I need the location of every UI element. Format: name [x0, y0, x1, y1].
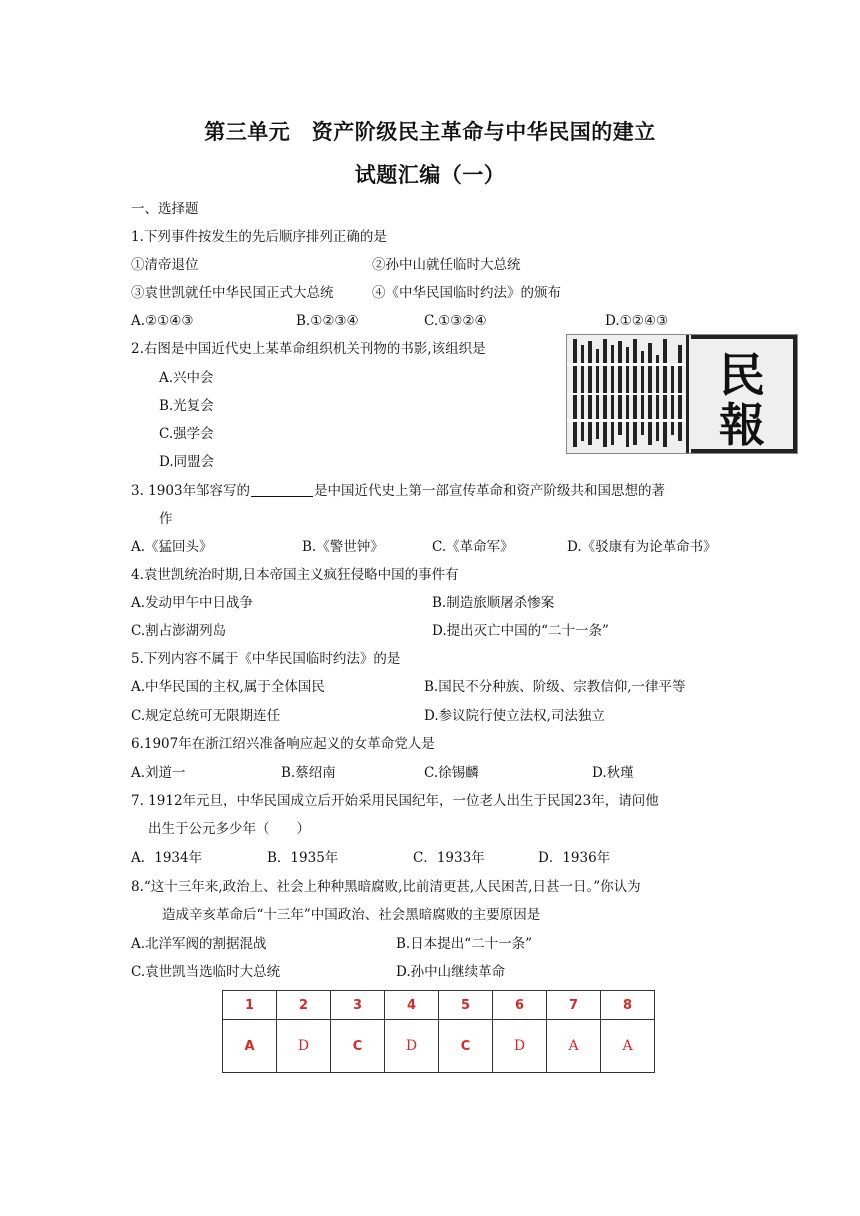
- question-2-option-c: C.强学会: [159, 426, 214, 442]
- question-3-stem-end: 是中国近代史上第一部宣传革命和资产阶级共和国思想的著: [314, 483, 666, 499]
- question-1-stem: 1.下列事件按发生的先后顺序排列正确的是: [131, 229, 387, 245]
- question-5-option-b: B.国民不分种族、阶级、宗教信仰,一律平等: [424, 679, 686, 695]
- question-5-option-d: D.参议院行使立法权,司法独立: [424, 708, 605, 724]
- answer-key-cell: A: [601, 1020, 655, 1073]
- answer-number-cell: 2: [277, 991, 331, 1020]
- question-4-option-b: B.制造旅顺屠杀惨案: [432, 595, 555, 611]
- question-7-option-a: A．1934年: [131, 850, 203, 866]
- page-subtitle: 试题汇编（一）: [354, 163, 506, 187]
- question-6-stem: 6.1907年在浙江绍兴准备响应起义的女革命党人是: [131, 736, 435, 752]
- question-4-stem: 4.袁世凯统治时期,日本帝国主义疯狂侵略中国的事件有: [131, 567, 459, 583]
- question-2-option-a: A.兴中会: [159, 370, 214, 386]
- question-1-item-3: ③袁世凯就任中华民国正式大总统: [131, 285, 334, 301]
- question-4-option-a: A.发动甲午中日战争: [131, 595, 254, 611]
- question-8-option-a: A.北洋军阀的割据混战: [131, 936, 267, 952]
- question-7-option-b: B．1935年: [267, 850, 339, 866]
- answer-key-cell: D: [493, 1020, 547, 1073]
- question-1-option-d: D.①②④③: [605, 313, 669, 329]
- answer-number-cell: 6: [493, 991, 547, 1020]
- question-8-option-b: B.日本提出“二十一条”: [396, 936, 533, 952]
- question-1-item-2: ②孙中山就任临时大总统: [372, 257, 521, 273]
- question-6-option-a: A.刘道一: [131, 765, 186, 781]
- answer-number-cell: 3: [331, 991, 385, 1020]
- question-3-option-a: A.《猛回头》: [131, 539, 213, 555]
- minbao-cover-image: [566, 334, 798, 454]
- question-3-option-c: C.《革命军》: [432, 539, 514, 555]
- question-5-stem: 5.下列内容不属于《中华民国临时约法》的是: [131, 651, 401, 667]
- image-character-top: 民: [719, 348, 765, 402]
- answer-blank: [251, 482, 313, 497]
- question-4-option-d: D.提出灭亡中国的“二十一条”: [432, 623, 609, 639]
- question-5-option-a: A.中华民国的主权,属于全体国民: [131, 679, 325, 695]
- image-character-bottom: 報: [719, 398, 765, 452]
- question-6-option-c: C.徐锡麟: [424, 765, 479, 781]
- question-5-option-c: C.规定总统可无限期连任: [131, 708, 281, 724]
- question-3-option-b: B.《警世钟》: [302, 539, 384, 555]
- question-2-option-b: B.光复会: [159, 398, 214, 414]
- question-7-option-d: D．1936年: [538, 850, 611, 866]
- question-2-stem: 2.右图是中国近代史上某革命组织机关刊物的书影,该组织是: [131, 341, 486, 357]
- answer-number-row: [223, 991, 655, 1020]
- question-6-option-d: D.秋瑾: [592, 765, 634, 781]
- answer-number-cell: 5: [439, 991, 493, 1020]
- question-6-option-b: B.蔡绍南: [281, 765, 336, 781]
- section-heading: 一、选择题: [131, 201, 199, 217]
- answer-key-row: [223, 1020, 655, 1073]
- question-1-option-b: B.①②③④: [296, 313, 359, 329]
- question-3-stem: [131, 481, 665, 501]
- question-8-option-d: D.孙中山继续革命: [396, 964, 506, 980]
- newspaper-cover-graphic: [567, 335, 797, 453]
- question-7-stem: 7. 1912年元旦，中华民国成立后开始采用民国纪年，一位老人出生于民国23年，请问他: [131, 793, 659, 809]
- answer-key-cell: C: [331, 1020, 385, 1073]
- answer-number-cell: 1: [223, 991, 277, 1020]
- question-1-item-1: ①清帝退位: [131, 257, 199, 273]
- question-3-stem-start: 3. 1903年邹容写的: [131, 483, 251, 499]
- question-7-stem-continued: 出生于公元多少年（ ）: [148, 821, 310, 837]
- question-8-stem-continued: 造成辛亥革命后“十三年”中国政治、社会黑暗腐败的主要原因是: [162, 907, 541, 923]
- question-2-option-d: D.同盟会: [159, 454, 215, 470]
- question-3-stem-continued: 作: [159, 511, 173, 527]
- answer-number-cell: 8: [601, 991, 655, 1020]
- question-7-option-c: C．1933年: [413, 850, 485, 866]
- page-title: 第三单元 资产阶级民主革命与中华民国的建立: [204, 120, 656, 144]
- answer-key-cell: D: [385, 1020, 439, 1073]
- question-3-option-d: D.《驳康有为论革命书》: [567, 539, 717, 555]
- question-8-stem: 8.“这十三年来,政治上、社会上种种黑暗腐败,比前清更甚,人民困苦,日甚一日。”你认为: [131, 879, 641, 895]
- answer-number-cell: 4: [385, 991, 439, 1020]
- question-4-option-c: C.割占澎湖列岛: [131, 623, 227, 639]
- question-1-item-4: ④《中华民国临时约法》的颁布: [372, 285, 561, 301]
- question-8-option-c: C.袁世凯当选临时大总统: [131, 964, 281, 980]
- answer-key-cell: A: [223, 1020, 277, 1073]
- answer-number-cell: 7: [547, 991, 601, 1020]
- answer-key-table: [222, 990, 655, 1073]
- answer-key-cell: C: [439, 1020, 493, 1073]
- answer-key-cell: D: [277, 1020, 331, 1073]
- question-1-option-c: C.①③②④: [424, 313, 487, 329]
- question-1-option-a: A.②①④③: [131, 313, 194, 329]
- answer-key-cell: A: [547, 1020, 601, 1073]
